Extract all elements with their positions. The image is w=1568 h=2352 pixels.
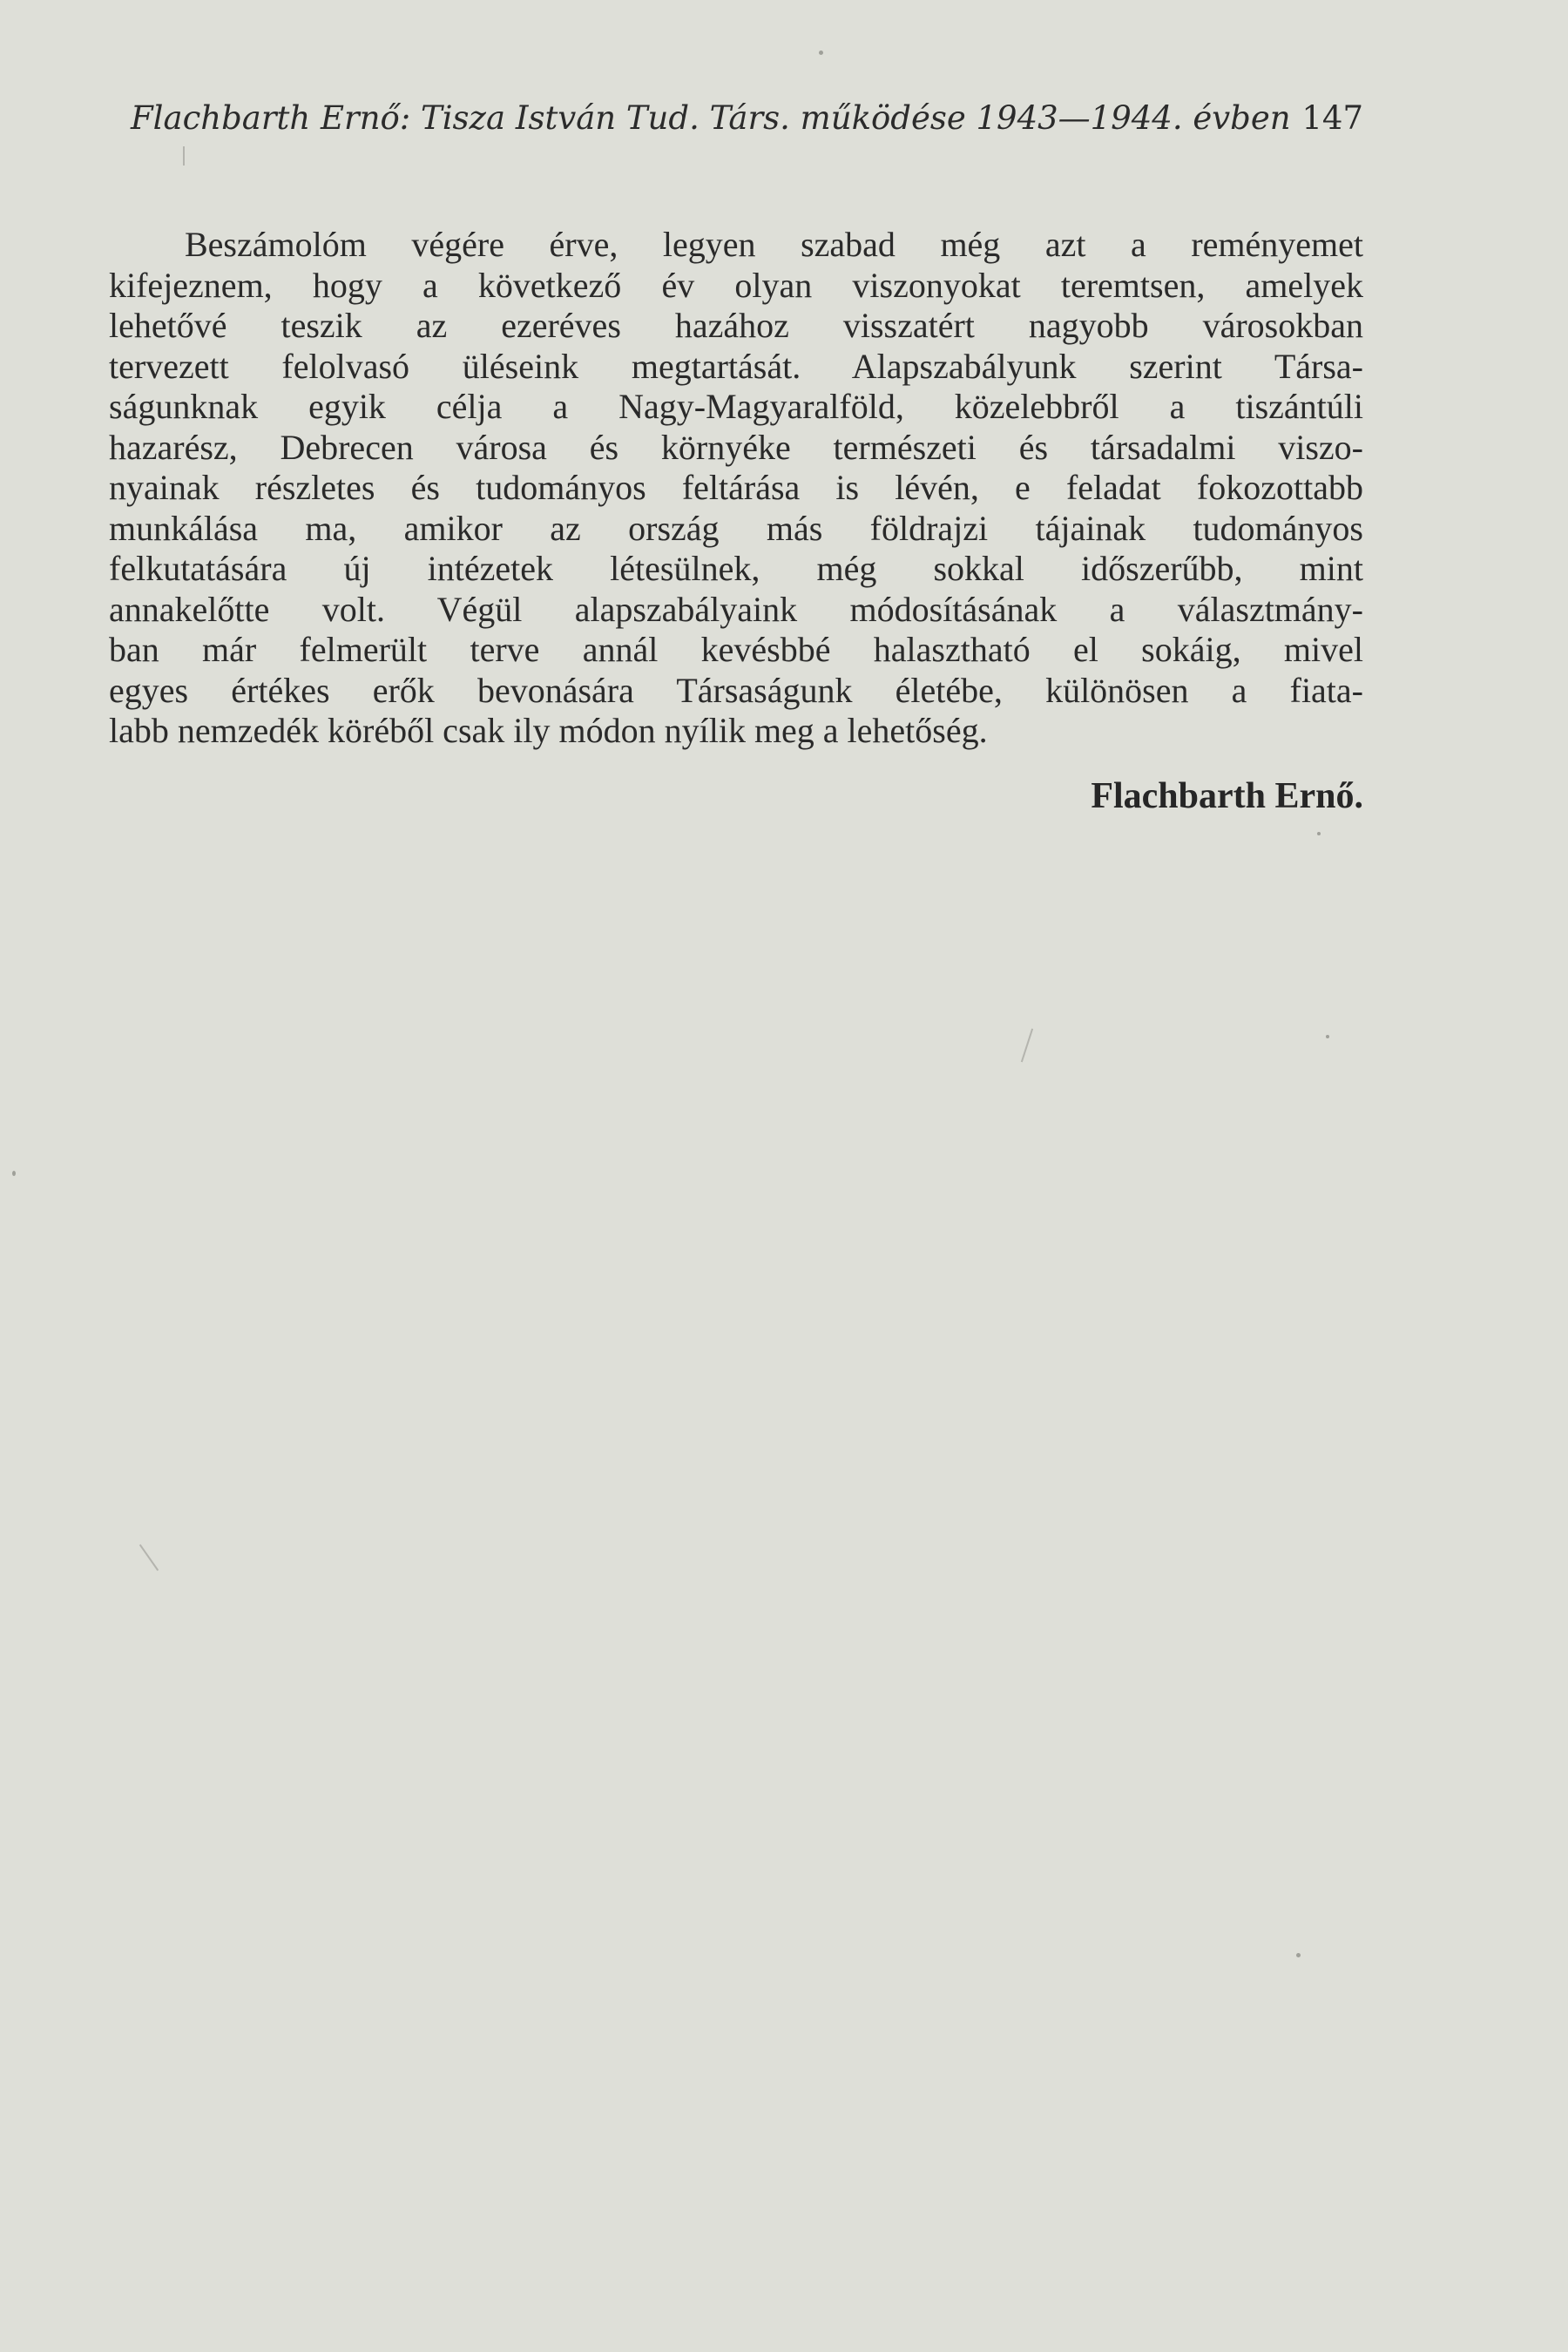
paragraph-line: Beszámolóm végére érve, legyen szabad még azt a reményemet: [185, 225, 1363, 264]
paragraph-line: ságunknak egyik célja a Nagy-Magyaralföld, közelebbről a tiszántúli: [109, 387, 1363, 426]
author-signature: Flachbarth Ernő.: [1091, 776, 1363, 816]
paragraph-line: labb nemzedék köréből csak ily módon nyílik meg a lehetőség.: [109, 711, 988, 750]
paragraph-line: nyainak részletes és tudományos feltárása is lévén, e feladat fokozottabb: [109, 468, 1363, 507]
paper-speck: [1317, 832, 1321, 835]
page-number: 147: [1301, 99, 1363, 137]
paragraph-line: ban már felmerült terve annál kevésbbé halasztható el sokáig, mivel: [109, 630, 1363, 669]
paper-speck: [12, 1171, 16, 1176]
paragraph-line: annakelőtte volt. Végül alapszabályaink módosításának a választmány-: [109, 589, 1363, 629]
running-head-title: Flachbarth Ernő: Tisza István Tud. Társ. működése 1943—1944. évben: [131, 99, 1291, 137]
paragraph-line: munkálása ma, amikor az ország más földrajzi tájainak tudományos: [109, 508, 1363, 548]
paper-scratch: [183, 146, 185, 166]
paper-speck: [1296, 1953, 1301, 1957]
paragraph-line: kifejeznem, hogy a következő év olyan viszonyokat teremtsen, amelyek: [109, 265, 1363, 305]
paragraph-line: lehetővé teszik az ezeréves hazához visszatért nagyobb városokban: [109, 306, 1363, 345]
paragraph-line: tervezett felolvasó üléseink megtartását. Alapszabályunk szerint Társa-: [109, 346, 1363, 386]
paper-speck: [819, 51, 823, 55]
paper-scratch: [1021, 1029, 1033, 1063]
paper-scratch: [139, 1544, 159, 1571]
body-paragraph: [109, 225, 1363, 752]
paragraph-line: felkutatására új intézetek létesülnek, még sokkal időszerűbb, mint: [109, 549, 1363, 588]
paper-speck: [1326, 1035, 1329, 1038]
paragraph-line: egyes értékes erők bevonására Társaságunk életébe, különösen a fiata-: [109, 670, 1363, 710]
paragraph-line: hazarész, Debrecen városa és környéke természeti és társadalmi viszo-: [109, 427, 1363, 467]
